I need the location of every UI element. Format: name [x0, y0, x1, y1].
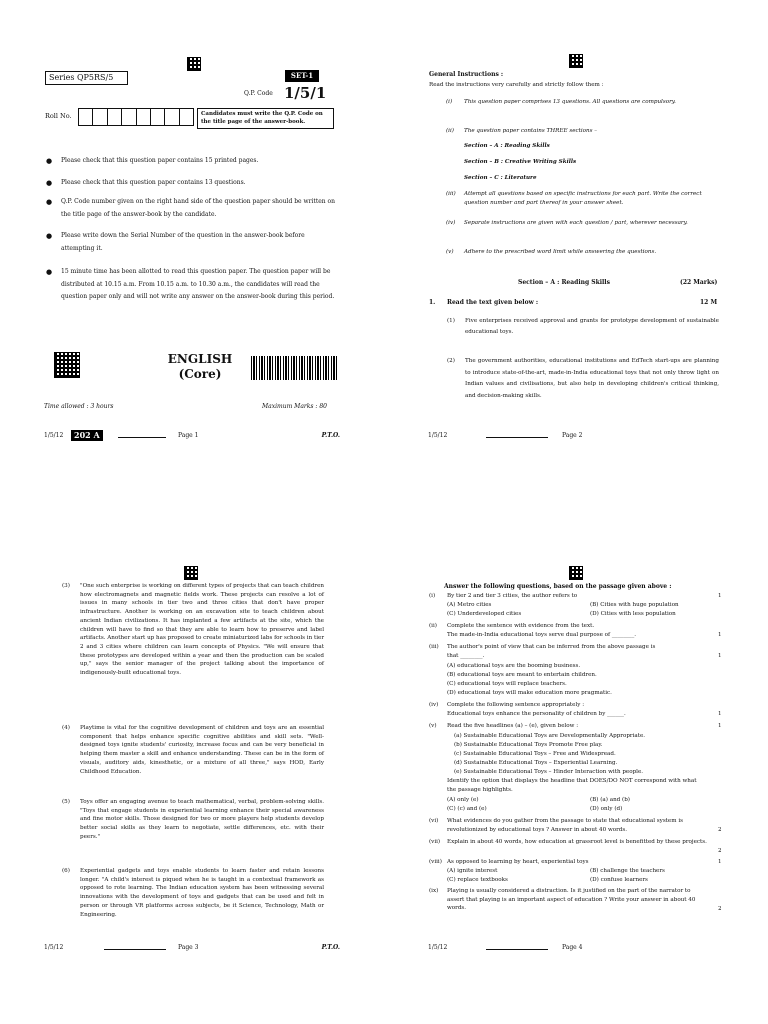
- q1-text: Read the text given below :: [447, 299, 539, 306]
- q-text: Educational toys enhance the personality of children by ______.: [447, 711, 626, 717]
- passage-paragraph: (5) Toys offer an engaging avenue to teach mathematical, verbal, problem-solving skills. "Toys that engage students in experiential learning enhance their special awareness and fine motor skills. Those designed for two or more players help students develop better social skills as they learn to negotiate, settle differences, etc. with their peers.": [62, 799, 324, 840]
- q-text: that ________.: [447, 653, 485, 659]
- footer-code: 1/5/12: [428, 944, 448, 951]
- qp-code-value: 1/5/1: [284, 84, 327, 102]
- section-title: Section – A : Reading Skills: [518, 279, 610, 286]
- footer-page: Page 1: [178, 432, 199, 439]
- page-4: [384, 512, 768, 1024]
- footer-page: Page 4: [562, 944, 583, 951]
- option-b: (B) Cities with huge population: [590, 602, 679, 608]
- option-d: (D) confuse learners: [590, 877, 648, 883]
- qr-code-icon: [187, 57, 201, 71]
- q-text: Complete the sentence with evidence from the text.: [447, 623, 595, 629]
- instruction-bullet: ● Please check that this question paper contains 13 questions.: [46, 179, 246, 187]
- q-number: (viii): [429, 859, 442, 865]
- q-marks: 1: [718, 859, 722, 865]
- gi-item: (ii) The question paper contains THREE sections –: [446, 128, 598, 134]
- q-number: (iii): [429, 644, 439, 650]
- page-3: [0, 512, 384, 1024]
- footer-pto: P.T.O.: [321, 432, 340, 439]
- q-number: (vii): [429, 839, 441, 845]
- option-c: (C) educational toys will replace teachers.: [447, 681, 567, 687]
- section-marks: (22 Marks): [680, 279, 718, 286]
- q-number: (v): [429, 723, 437, 729]
- roll-no-label: Roll No.: [45, 112, 72, 120]
- set-badge: SET-1: [285, 70, 319, 82]
- instruction-bullet: ● Please check that this question paper contains 15 printed pages.: [46, 157, 259, 165]
- passage-paragraph: (4) Playtime is vital for the cognitive development of children and toys are an essential component that helps enhance specific cognitive abilities and skill sets. "Well-designed toys ignite students' curiosity, increase focus and can be very beneficial in helping them master a skill and enhance understanding. These can be in the form of visuals, auditory aids, kinesthetic, or a mixture of all three," says HOD, Early Childhood Education.: [62, 725, 324, 775]
- instruction-bullet: ● Please write down the Serial Number of the question in the answer-book before attempting it.: [46, 232, 305, 252]
- qr-code-icon: [54, 352, 80, 378]
- q-number: (ii): [429, 623, 437, 629]
- qp-code-label: Q.P. Code: [244, 90, 273, 97]
- passage-paragraph: (1) Five enterprises received approval and grants for prototype development of sustainable educational toys.: [447, 318, 719, 335]
- qr-code-icon: [569, 54, 583, 68]
- option-a: (A) educational toys are the booming business.: [447, 663, 581, 669]
- page-footer: [44, 432, 340, 444]
- q-number: (vi): [429, 818, 439, 824]
- q-text: Explain in about 40 words, how education at grassroot level is benefitted by these projects.: [447, 839, 707, 845]
- gi-item: (iv) Separate instructions are given with each question / part, wherever necessary.: [446, 220, 688, 226]
- q-number: (ix): [429, 888, 439, 894]
- passage-paragraph: (3) "One such enterprise is working on different types of projects that can teach children how electromagnets and magnetic fields work. These projects can resolve a lot of issues in many schools in tier two and three cities that don't have proper infrastructure. Another is working on an excavation site to teach children about ancient Indian civilizations. It has implanted a few artifacts at the site, which the children will have to find so that they are able to learn how to preserve and label artifacts. Another start up has proposed to create miniaturized labs for schools in tier 2 and 3 cities where children can learn concepts of Physics. "We will ensure that these prototypes are developed within a year and then the production can be scaled up," says the senior manager of the project talking about the importance of indigenously-built educational toys.: [62, 583, 324, 677]
- option-c: (C) Underdeveloped cities: [447, 611, 522, 617]
- instruction-bullet: ● Q.P. Code number given on the right hand side of the question paper should be written on the title page of the answer-book by the candidate.: [46, 198, 336, 218]
- q-text: Read the five headlines (a) – (e), given below :: [447, 723, 579, 729]
- candidates-note: Candidates must write the Q.P. Code on the title page of the answer-book.: [197, 108, 334, 129]
- q-text: Identify the option that displays the headline that DOES/DO NOT correspond with what the passage highlights.: [447, 778, 697, 793]
- footer-page: Page 2: [562, 432, 583, 439]
- q1-number: 1.: [429, 299, 436, 306]
- option-d: (D) educational toys will make education more pragmatic.: [447, 690, 612, 696]
- q-marks: 1: [718, 593, 722, 599]
- option-c: (C) replace textbooks: [447, 877, 508, 883]
- q-text: As opposed to learning by heart, experiential toys: [447, 859, 589, 865]
- option-a: (A) Metro cities: [447, 602, 492, 608]
- q-text: Playing is usually considered a distraction. Is it justified on the part of the narrator to assert that playing is an important aspect of education ? Write your answer in about 40 words.: [447, 888, 696, 911]
- q1-marks: 12 M: [700, 299, 718, 306]
- headline-item: (c) Sustainable Educational Toys – Free and Widespread.: [454, 751, 616, 757]
- option-d: (D) Cities with less population: [590, 611, 676, 617]
- gi-intro: Read the instructions very carefully and strictly follow them :: [429, 82, 604, 88]
- max-marks: Maximum Marks : 80: [262, 403, 327, 410]
- subject-title: ENGLISH: [167, 352, 233, 366]
- option-a: (A) ignite interest: [447, 868, 498, 874]
- page-footer: [44, 944, 340, 956]
- subject-subtitle: (Core): [178, 367, 222, 381]
- q-marks: 2: [718, 848, 722, 854]
- headline-item: (d) Sustainable Educational Toys – Experiential Learning.: [454, 760, 618, 766]
- q-text: By tier 2 and tier 3 cities, the author refers to: [447, 593, 578, 599]
- page-1: [0, 0, 384, 512]
- headline-item: (e) Sustainable Educational Toys – Hinder Interaction with people.: [454, 769, 644, 775]
- qr-code-icon: [184, 566, 198, 580]
- footer-code: 1/5/12: [44, 944, 64, 951]
- q-marks: 2: [718, 827, 722, 833]
- q-text: The made-in-India educational toys serve dual purpose of ________.: [447, 632, 637, 638]
- gi-item: (iii) Attempt all questions based on specific instructions for each part. Write the correct question number and part thereof in your answer sheet.: [446, 191, 702, 206]
- gi-section-b: Section – B : Creative Writing Skills: [464, 159, 577, 165]
- page-2: [384, 0, 768, 512]
- gi-section-c: Section – C : Literature: [464, 175, 537, 181]
- questions-heading: Answer the following questions, based on the passage given above :: [444, 583, 672, 590]
- q-number: (i): [429, 593, 436, 599]
- option-d: (D) only (d): [590, 806, 623, 812]
- q-marks: 1: [718, 632, 722, 638]
- gi-title: General Instructions :: [429, 71, 504, 78]
- page-footer: [428, 432, 724, 444]
- series-box: Series QP5RS/5: [45, 71, 128, 85]
- passage-paragraph: (6) Experiential gadgets and toys enable students to learn faster and retain lessons longer. "A child's interest is piqued when he is taught in a contextual framework as opposed to rote learning. The Indian education system has been witnessing several innovations with the development of toys and gadgets that can be used and felt in person or through VR platforms across subjects, be it Science, Technology, Math or Engineering.: [62, 868, 324, 918]
- q-marks: 2: [718, 906, 722, 912]
- gi-item: (v) Adhere to the prescribed word limit while answering the questions.: [446, 249, 657, 255]
- option-b: (B) challenge the teachers: [590, 868, 665, 874]
- footer-badge: 202 A: [71, 430, 103, 441]
- headline-item: (a) Sustainable Educational Toys are Developmentally Appropriate.: [454, 733, 646, 739]
- q-text: What evidences do you gather from the passage to state that educational system is revolutionized by educational toys ? Answer in about 40 words.: [447, 818, 683, 833]
- option-a: (A) only (e): [447, 797, 479, 803]
- option-b: (B) educational toys are meant to entertain children.: [447, 672, 597, 678]
- q-marks: 1: [718, 711, 722, 717]
- gi-item: (i) This question paper comprises 13 questions. All questions are compulsory.: [446, 99, 676, 105]
- barcode-icon: [251, 356, 337, 380]
- footer-pto: P.T.O.: [321, 944, 340, 951]
- qr-code-icon: [569, 566, 583, 580]
- footer-code: 1/5/12: [428, 432, 448, 439]
- q-marks: 1: [718, 653, 722, 659]
- option-c: (C) (c) and (e): [447, 806, 487, 812]
- q-marks: 1: [718, 723, 722, 729]
- headline-item: (b) Sustainable Educational Toys Promote Free play.: [454, 742, 603, 748]
- q-number: (iv): [429, 702, 439, 708]
- passage-paragraph: (2) The government authorities, educational institutions and EdTech start-ups are planning to introduce state-of-the-art, made-in-India educational toys that not only throw light on Indian values and civilisations, but also help in developing children's critical thinking, and decision-making skills.: [447, 358, 719, 399]
- instruction-bullet: ● 15 minute time has been allotted to read this question paper. The question paper will be distributed at 10.15 a.m. From 10.15 a.m. to 10.30 a.m., the candidates will read the question paper only and will not write any answer on the answer-book during this period.: [46, 268, 335, 300]
- gi-section-a: Section – A : Reading Skills: [464, 143, 550, 149]
- footer-code: 1/5/12: [44, 432, 64, 439]
- time-allowed: Time allowed : 3 hours: [44, 403, 114, 410]
- option-b: (B) (a) and (b): [590, 797, 630, 803]
- page-footer: [428, 944, 724, 956]
- q-text: Complete the following sentence appropriately :: [447, 702, 585, 708]
- footer-page: Page 3: [178, 944, 199, 951]
- roll-no-boxes[interactable]: [78, 108, 194, 126]
- q-text: The author's point of view that can be inferred from the above passage is: [447, 644, 656, 650]
